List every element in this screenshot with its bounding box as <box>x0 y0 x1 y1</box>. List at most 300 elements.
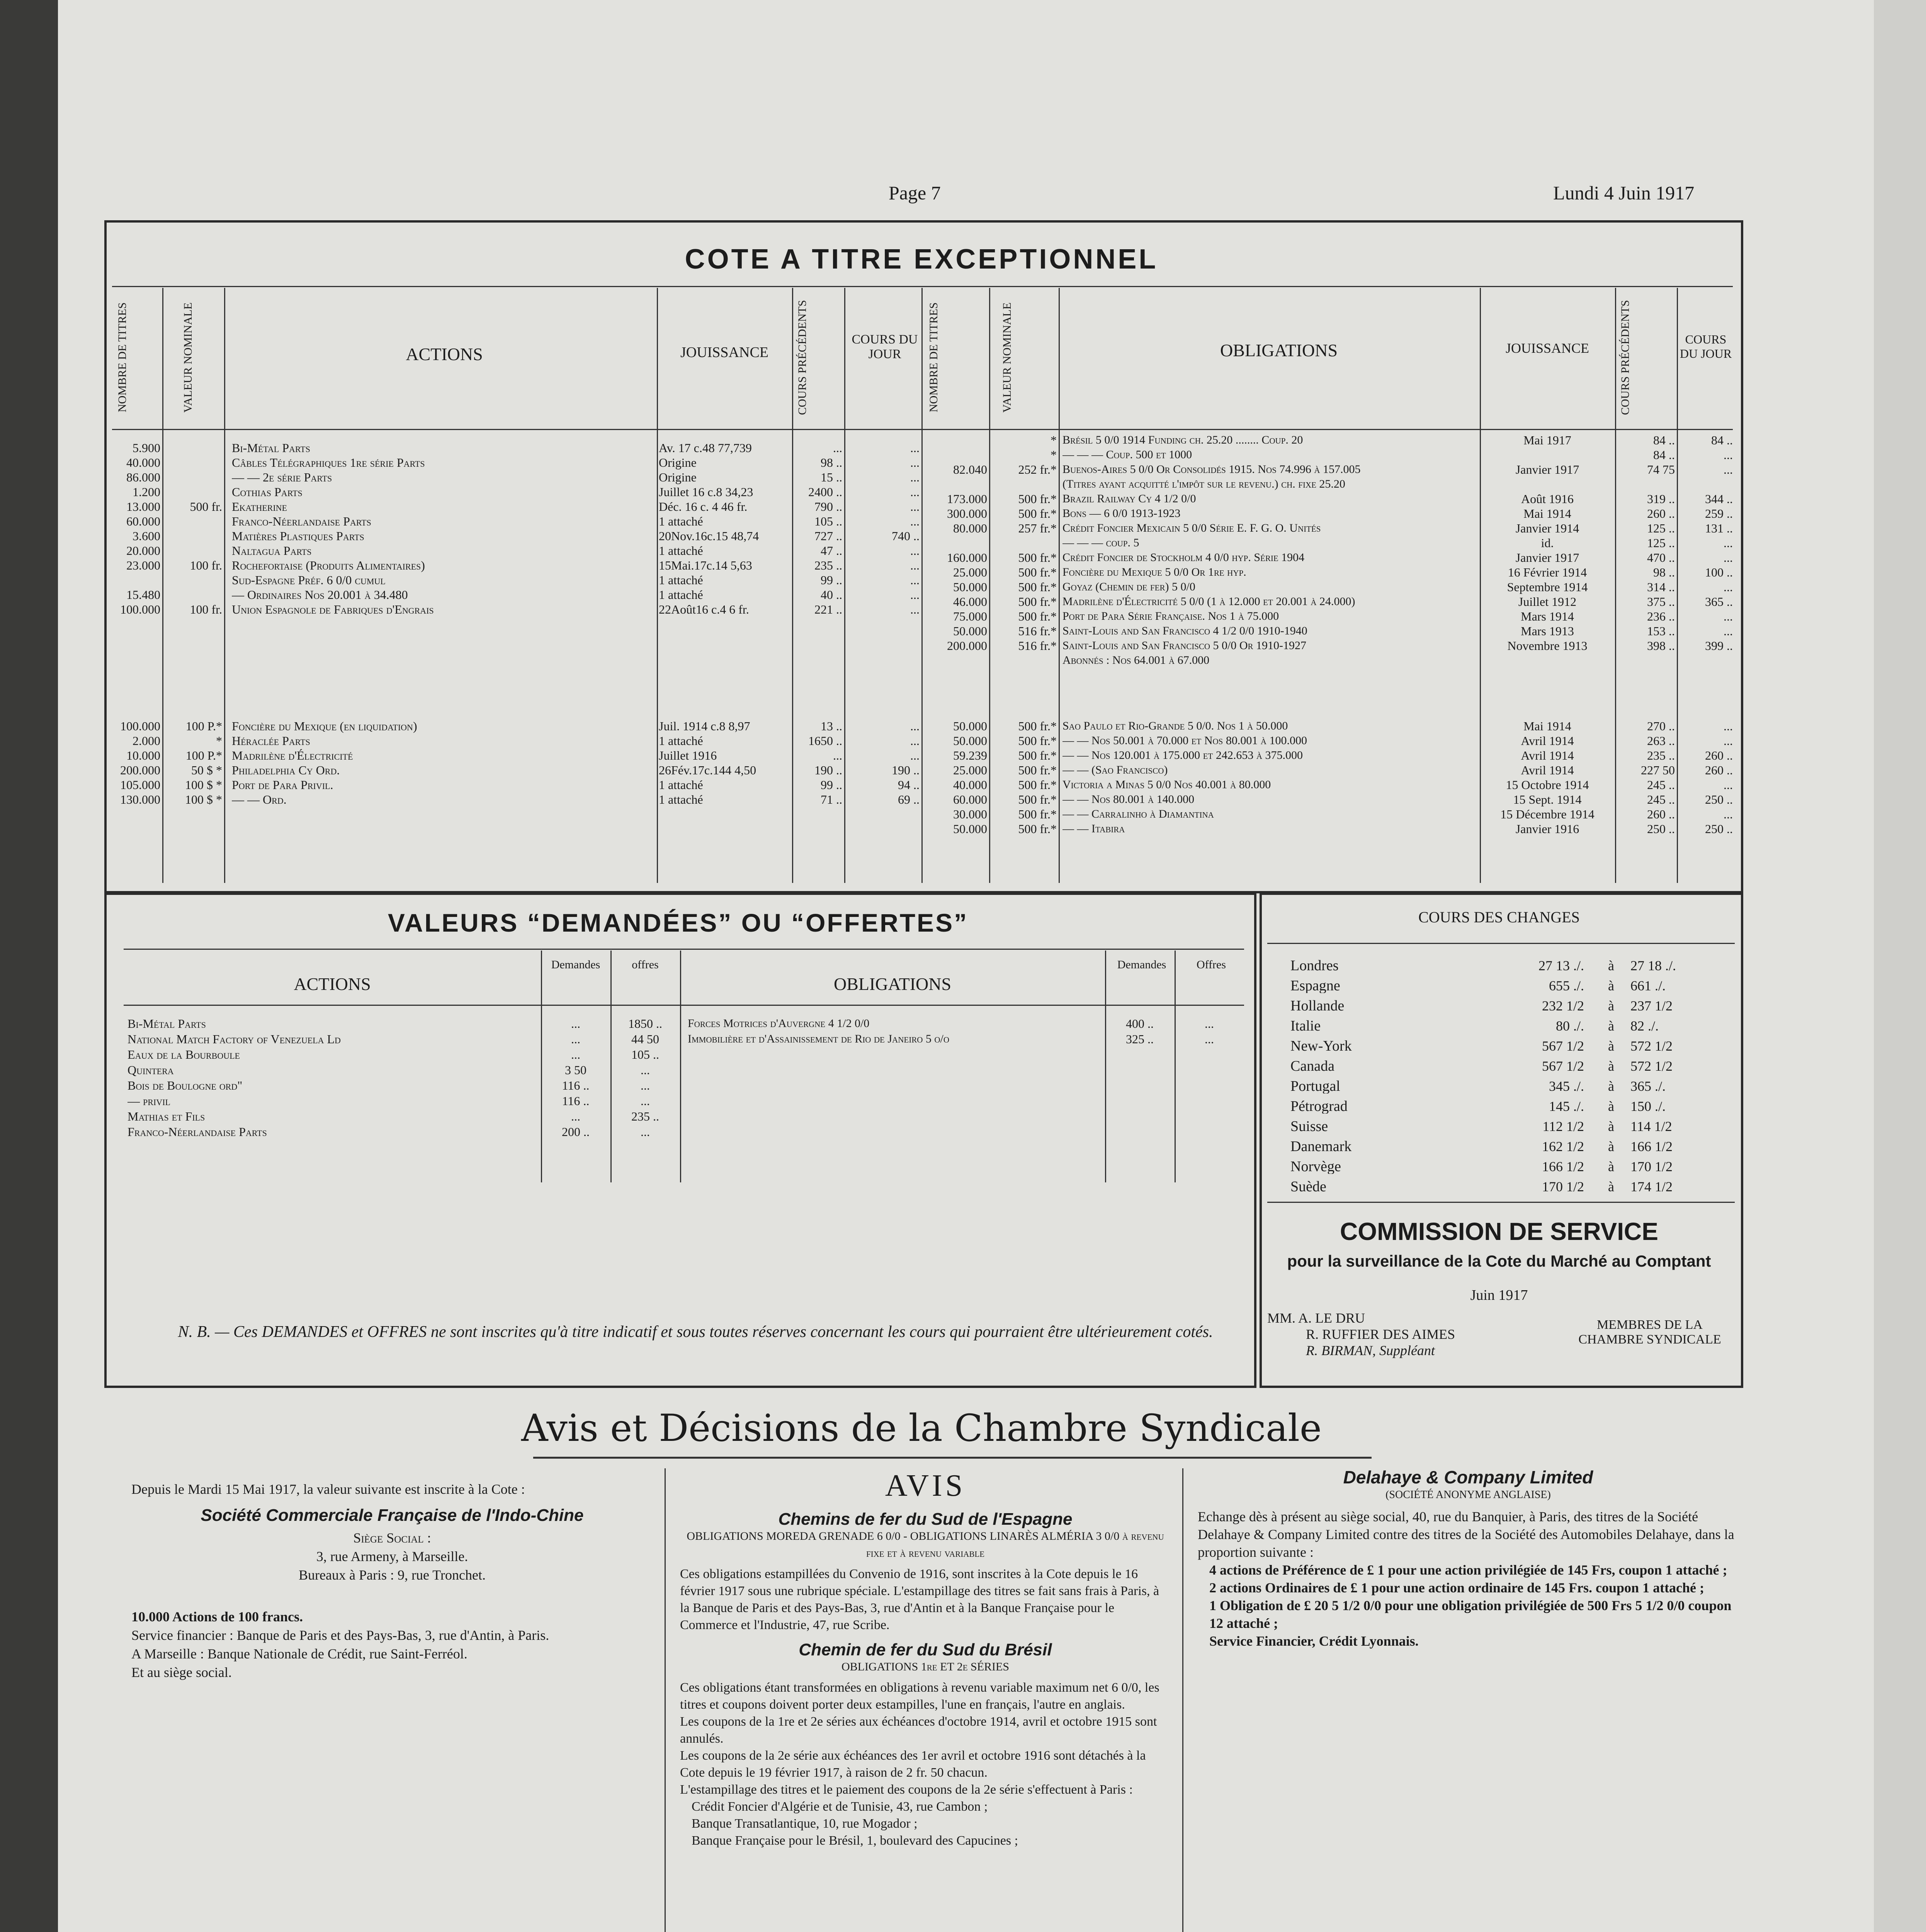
cote-oblig-valeur: 500 fr.* <box>1018 609 1057 623</box>
valeur-action-demandes: ... <box>571 1109 580 1123</box>
cote-action-jouissance: 1 attaché <box>659 514 703 528</box>
cote-oblig-name: — — Nos 80.001 à 140.000 <box>1062 793 1195 806</box>
valeur-oblig-offres: ... <box>1205 1032 1214 1046</box>
cote-oblig-cours-prec: 375 .. <box>1647 595 1675 609</box>
page-number: Page 7 <box>889 182 941 204</box>
cote-action-nombre: 130.000 <box>120 793 160 806</box>
cote-oblig-nombre: 30.000 <box>953 807 987 821</box>
valeur-action-offres: ... <box>641 1125 650 1139</box>
valeurs-h-obligations: OBLIGATIONS <box>833 974 952 994</box>
cote-action-jouissance: Déc. 16 c. 4 46 fr. <box>659 500 748 514</box>
cote-action-name: Ekatherine <box>232 500 287 514</box>
change-country: Espagne <box>1290 978 1340 993</box>
avis-left-bureaux: Bureaux à Paris : 9, rue Tronchet. <box>299 1567 486 1583</box>
cote-oblig-cours-prec: 260 .. <box>1647 807 1675 821</box>
change-max: 572 1/2 <box>1630 1039 1673 1053</box>
cote-action-nombre: 200.000 <box>120 763 160 777</box>
avis-left-actions: 10.000 Actions de 100 francs. <box>131 1609 303 1624</box>
col-actions: ACTIONS <box>406 344 483 364</box>
cote-oblig-name: Saint-Louis and San Francisco 4 1/2 0/0 1910-1940 <box>1062 624 1307 637</box>
cote-action-jouissance: 26Fév.17c.144 4,50 <box>659 763 756 777</box>
cote-oblig-name: — — (Sao Francisco) <box>1062 764 1168 776</box>
cote-action-name: Union Espagnole de Fabriques d'Engrais <box>232 602 434 616</box>
valeurs-title: VALEURS “DEMANDÉES” OU “OFFERTES” <box>388 908 969 937</box>
cote-oblig-jouissance: Janvier 1917 <box>1515 551 1579 565</box>
cote-action-jouissance: 1 attaché <box>659 588 703 602</box>
change-country: Suède <box>1290 1179 1326 1194</box>
cote-oblig-name: Port de Para Série Française. Nos 1 à 75.000 <box>1062 610 1279 622</box>
cote-action-jouissance: 1 attaché <box>659 778 703 792</box>
cote-oblig-cours-jour: ... <box>1724 536 1733 550</box>
cote-action-cours-jour: ... <box>910 470 920 484</box>
change-country: Canada <box>1290 1059 1334 1073</box>
cote-oblig-name: Madrilène d'Électricité 5 0/0 (1 à 12.000 et 20.001 à 24.000) <box>1062 595 1355 608</box>
cote-oblig-name: — — Nos 120.001 à 175.000 et 242.653 à 375.000 <box>1062 749 1303 762</box>
cote-action-jouissance: 1 attaché <box>659 544 703 558</box>
change-country: Portugal <box>1290 1079 1340 1094</box>
cote-action-name: — — Ord. <box>232 793 287 806</box>
cote-action-jouissance: 1 attaché <box>659 573 703 587</box>
cote-action-valeur: 100 fr. <box>190 602 222 616</box>
cote-oblig-name: Bons — 6 0/0 1913-1923 <box>1062 507 1181 520</box>
avis-s2-sub: OBLIGATIONS 1re ET 2e SÉRIES <box>841 1660 1010 1673</box>
cote-action-name: — — 2e série Parts <box>232 470 332 484</box>
cote-oblig-nombre: 80.000 <box>953 521 987 535</box>
change-sep: à <box>1608 1179 1614 1194</box>
cote-oblig-cours-jour: 399 .. <box>1705 639 1733 653</box>
change-country: Norvège <box>1290 1159 1341 1174</box>
cote-action-cours-prec: 13 .. <box>821 719 842 733</box>
valeur-action-offres: 235 .. <box>631 1109 659 1123</box>
cote-oblig-nombre: 50.000 <box>953 580 987 594</box>
cote-action-name: Matières Plastiques Parts <box>232 529 364 543</box>
cote-oblig-cours-jour: ... <box>1724 719 1733 733</box>
cote-oblig-valeur: 500 fr.* <box>1018 507 1057 520</box>
cote-oblig-cours-prec: 84 .. <box>1653 448 1675 462</box>
valeurs-h-demandes: Demandes <box>551 958 600 971</box>
cote-oblig-cours-prec: 314 .. <box>1647 580 1675 594</box>
cote-oblig-nombre: 46.000 <box>953 595 987 609</box>
valeur-action-offres: ... <box>641 1094 650 1108</box>
cote-oblig-nombre: 40.000 <box>953 778 987 792</box>
cote-action-cours-prec: 2400 .. <box>808 485 842 499</box>
cote-oblig-cours-jour: 344 .. <box>1705 492 1733 506</box>
valeurs-h-offres2: Offres <box>1196 958 1226 971</box>
cote-action-name: Rochefortaise (Produits Alimentaires) <box>232 558 425 572</box>
avis-s2-text2: Les coupons de la 1re et 2e séries aux échéances d'octobre 1914, avril et octobre 1915 sont annulés. <box>680 1714 1157 1746</box>
cote-oblig-nombre: 300.000 <box>947 507 987 520</box>
member-1: MM. A. LE DRU <box>1267 1310 1365 1326</box>
cote-action-nombre: 13.000 <box>126 500 160 514</box>
cote-action-jouissance: Juillet 16 c.8 34,23 <box>659 485 753 499</box>
valeur-oblig-name: Immobilière et d'Assainissement de Rio de Janeiro 5 o/o <box>688 1032 950 1045</box>
cote-action-jouissance: Origine <box>659 456 697 469</box>
cote-oblig-jouissance: Janvier 1916 <box>1515 822 1579 836</box>
cote-action-jouissance: 1 attaché <box>659 734 703 748</box>
avis-s2-l1: Crédit Foncier d'Algérie et de Tunisie, 43, rue Cambon ; <box>692 1799 988 1814</box>
cote-action-valeur: 100 P.* <box>185 719 222 733</box>
change-sep: à <box>1608 998 1614 1013</box>
cote-oblig-cours-jour: 365 .. <box>1705 595 1733 609</box>
page-date: Lundi 4 Juin 1917 <box>1553 182 1695 204</box>
valeur-action-name: Bi-Métal Parts <box>127 1017 206 1031</box>
change-min: 80 ./. <box>1555 1019 1584 1033</box>
cote-oblig-nombre: 60.000 <box>953 793 987 806</box>
cote-action-cours-prec: 221 .. <box>814 602 842 616</box>
col-jouissance-left: JOUISSANCE <box>680 344 769 361</box>
cote-action-nombre: 40.000 <box>126 456 160 469</box>
cote-oblig-valeur: 257 fr.* <box>1018 521 1057 535</box>
avis-s2-title: Chemin de fer du Sud du Brésil <box>799 1640 1052 1659</box>
cote-action-cours-prec: 47 .. <box>821 544 842 558</box>
change-min: 162 1/2 <box>1542 1139 1584 1154</box>
valeur-action-demandes: ... <box>571 1048 580 1061</box>
cote-oblig-cours-jour: ... <box>1724 463 1733 476</box>
col-cours-prec-right: COURS PRÉCÉDENTS <box>1619 300 1632 415</box>
cote-action-cours-prec: 99 .. <box>821 778 842 792</box>
cote-action-jouissance: Av. 17 c.48 77,739 <box>659 441 752 455</box>
valeur-oblig-demandes: 400 .. <box>1126 1017 1154 1031</box>
cote-oblig-jouissance: Avril 1914 <box>1521 748 1574 762</box>
cote-oblig-nombre: 75.000 <box>953 609 987 623</box>
cote-oblig-name: — — Carralinho à Diamantina <box>1062 808 1214 820</box>
cote-action-cours-jour: ... <box>910 456 920 469</box>
cote-oblig-cours-prec: 260 .. <box>1647 507 1675 520</box>
cote-oblig-jouissance: Novembre 1913 <box>1507 639 1588 653</box>
cote-oblig-cours-prec: 74 75 <box>1647 463 1675 476</box>
cote-oblig-jouissance: 16 Février 1914 <box>1508 565 1587 579</box>
avis-center <box>680 1468 1171 1849</box>
change-min: 166 1/2 <box>1542 1159 1584 1174</box>
cote-action-jouissance: 20Nov.16c.15 48,74 <box>659 529 759 543</box>
cote-oblig-nombre: 173.000 <box>947 492 987 506</box>
cote-oblig-jouissance: Mai 1914 <box>1523 719 1571 733</box>
change-min: 27 13 ./. <box>1538 958 1584 973</box>
cote-action-cours-prec: 15 .. <box>821 470 842 484</box>
avis-title: AVIS <box>885 1469 966 1503</box>
cote-oblig-cours-prec: 270 .. <box>1647 719 1675 733</box>
cote-oblig-valeur: 500 fr.* <box>1018 595 1057 609</box>
cote-oblig-name: — — — coup. 5 <box>1062 536 1139 549</box>
cote-action-cours-jour: ... <box>910 558 920 572</box>
cote-oblig-cours-prec: 245 .. <box>1647 793 1675 806</box>
valeur-action-demandes: 3 50 <box>565 1063 586 1077</box>
cote-action-jouissance: 1 attaché <box>659 793 703 806</box>
change-max: 150 ./. <box>1630 1099 1666 1114</box>
cote-oblig-cours-jour: 250 .. <box>1705 793 1733 806</box>
cote-action-cours-prec: 40 .. <box>821 588 842 602</box>
cote-oblig-valeur: 252 fr.* <box>1018 463 1057 476</box>
valeur-action-demandes: 116 .. <box>562 1078 590 1092</box>
avis-left-company: Société Commerciale Française de l'Indo-Chine <box>201 1506 584 1525</box>
member-2: R. RUFFIER DES AIMES <box>1306 1327 1455 1342</box>
cote-action-cours-prec: 105 .. <box>814 514 842 528</box>
valeur-action-offres: ... <box>641 1063 650 1077</box>
cote-action-cours-prec: 99 .. <box>821 573 842 587</box>
cote-oblig-jouissance: 15 Octobre 1914 <box>1506 778 1589 792</box>
cote-action-name: Madrilène d'Électricité <box>232 748 353 762</box>
cote-oblig-valeur: 500 fr.* <box>1018 719 1057 733</box>
cote-action-cours-prec: ... <box>833 748 842 762</box>
cote-oblig-nombre: 50.000 <box>953 624 987 638</box>
cote-action-name: Cothias Parts <box>232 485 303 499</box>
valeur-action-demandes: 116 .. <box>562 1094 590 1108</box>
cote-action-cours-prec: 71 .. <box>821 793 842 806</box>
cote-action-name: Franco-Néerlandaise Parts <box>232 514 371 528</box>
avis-right-l1: 4 actions de Préférence de £ 1 pour une action privilégiée de 145 Frs, coupon 1 attaché ; <box>1209 1562 1727 1578</box>
cote-oblig-cours-prec: 470 .. <box>1647 551 1675 565</box>
cote-action-name: Naltagua Parts <box>232 544 312 558</box>
cote-oblig-valeur: 500 fr.* <box>1018 734 1057 748</box>
cote-oblig-cours-prec: 250 .. <box>1647 822 1675 836</box>
cote-oblig-valeur: 516 fr.* <box>1018 639 1057 653</box>
valeur-action-name: Eaux de la Bourboule <box>127 1048 240 1061</box>
cote-action-cours-prec: ... <box>833 441 842 455</box>
cote-oblig-cours-jour: 250 .. <box>1705 822 1733 836</box>
cote-action-valeur: 50 $ * <box>191 763 222 777</box>
commission-date: Juin 1917 <box>1470 1287 1528 1303</box>
change-sep: à <box>1608 1139 1614 1154</box>
valeurs-h-demandes2: Demandes <box>1117 958 1166 971</box>
avis-s2-text4: L'estampillage des titres et le paiement des coupons de la 2e série s'effectuent à Paris : <box>680 1782 1133 1797</box>
commission-role: MEMBRES DE LA CHAMBRE SYNDICALE <box>1578 1318 1721 1347</box>
cote-action-name: Port de Para Privil. <box>232 778 333 792</box>
cote-oblig-nombre: 50.000 <box>953 822 987 836</box>
valeur-action-name: Mathias et Fils <box>127 1109 205 1123</box>
cote-oblig-nombre: 82.040 <box>953 463 987 476</box>
change-country: Suisse <box>1290 1119 1328 1134</box>
change-min: 145 ./. <box>1549 1099 1584 1114</box>
cote-action-name: Sud-Espagne Préf. 6 0/0 cumul <box>232 573 386 587</box>
valeur-oblig-name: Forces Motrices d'Auvergne 4 1/2 0/0 <box>688 1017 870 1030</box>
cote-action-nombre: 60.000 <box>126 514 160 528</box>
cote-oblig-cours-jour: ... <box>1724 807 1733 821</box>
avis-right-text: Echange dès à présent au siège social, 40, rue du Banquier, à Paris, des titres de la Société Delahaye & Company Limited contre des titres de la Société des Automobiles Delahaye, dans la proportion suivante : <box>1198 1509 1734 1560</box>
cote-action-nombre: 5.900 <box>133 441 160 455</box>
valeur-oblig-offres: ... <box>1205 1017 1214 1031</box>
valeurs-nb: N. B. — Ces DEMANDES et OFFRES ne sont inscrites qu'à titre indicatif et sous toutes réserves concernant les cours qui pourraient être ultérieurement cotés. <box>178 1323 1213 1341</box>
cote-oblig-jouissance: 15 Décembre 1914 <box>1500 807 1595 821</box>
cote-action-nombre: 15.480 <box>126 588 160 602</box>
cote-oblig-name: — — Nos 50.001 à 70.000 et Nos 80.001 à 100.000 <box>1062 734 1307 747</box>
cote-action-cours-prec: 1650 .. <box>808 734 842 748</box>
avis-right-l2: 2 actions Ordinaires de £ 1 pour une action ordinaire de 145 Frs. coupon 1 attaché ; <box>1209 1580 1705 1595</box>
cote-action-cours-prec: 190 .. <box>814 763 842 777</box>
change-min: 567 1/2 <box>1542 1059 1584 1073</box>
avis-left-service: Service financier : Banque de Paris et des Pays-Bas, 3, rue d'Antin, à Paris. <box>131 1628 549 1643</box>
cote-action-cours-jour: ... <box>910 602 920 616</box>
binding-gutter <box>0 0 58 1932</box>
cote-oblig-valeur: 500 fr.* <box>1018 551 1057 565</box>
cote-action-cours-jour: ... <box>910 573 920 587</box>
cote-oblig-name: Sao Paulo et Rio-Grande 5 0/0. Nos 1 à 50.000 <box>1062 719 1288 732</box>
cote-oblig-nombre: 50.000 <box>953 734 987 748</box>
cote-oblig-valeur: * <box>1051 433 1057 447</box>
cote-oblig-cours-jour: ... <box>1724 624 1733 638</box>
change-country: Hollande <box>1290 998 1345 1013</box>
cote-oblig-valeur: 500 fr.* <box>1018 822 1057 836</box>
valeur-action-name: Quintera <box>127 1063 174 1077</box>
valeur-action-demandes: ... <box>571 1017 580 1031</box>
cote-action-cours-jour: ... <box>910 748 920 762</box>
avis-left-intro: Depuis le Mardi 15 Mai 1917, la valeur suivante est inscrite à la Cote : <box>131 1481 525 1497</box>
cote-oblig-nombre: 25.000 <box>953 763 987 777</box>
change-max: 114 1/2 <box>1630 1119 1672 1134</box>
cote-oblig-name: Crédit Foncier Mexicain 5 0/0 Série E. F. G. O. Unités <box>1062 522 1321 534</box>
cote-oblig-cours-jour: 260 .. <box>1705 763 1733 777</box>
cote-oblig-cours-prec: 263 .. <box>1647 734 1675 748</box>
cote-oblig-cours-prec: 398 .. <box>1647 639 1675 653</box>
cote-oblig-cours-prec: 227 50 <box>1641 763 1675 777</box>
cote-oblig-name: Saint-Louis and San Francisco 5 0/0 Or 1910-1927 <box>1062 639 1307 652</box>
cote-action-cours-jour: ... <box>910 734 920 748</box>
avis-left-marseille: A Marseille : Banque Nationale de Crédit, rue Saint-Ferréol. <box>131 1646 467 1662</box>
cote-action-valeur: 100 $ * <box>185 793 222 806</box>
cote-action-cours-jour: ... <box>910 544 920 558</box>
valeur-oblig-demandes: 325 .. <box>1126 1032 1154 1046</box>
cote-oblig-name: — — — Coup. 500 et 1000 <box>1062 448 1192 461</box>
cote-action-name: Câbles Télégraphiques 1re série Parts <box>232 456 425 469</box>
change-min: 655 ./. <box>1549 978 1584 993</box>
changes-title: COURS DES CHANGES <box>1418 908 1580 926</box>
cote-oblig-cours-prec: 236 .. <box>1647 609 1675 623</box>
change-max: 27 18 ./. <box>1630 958 1676 973</box>
cote-oblig-nombre: 50.000 <box>953 719 987 733</box>
change-max: 82 ./. <box>1630 1019 1659 1033</box>
cote-action-name: Foncière du Mexique (en liquidation) <box>232 719 417 733</box>
cote-title: COTE A TITRE EXCEPTIONNEL <box>685 244 1158 275</box>
cote-action-cours-jour: ... <box>910 485 920 499</box>
cote-oblig-valeur: 500 fr.* <box>1018 580 1057 594</box>
cote-action-cours-jour: 740 .. <box>892 529 920 543</box>
cote-action-cours-jour: 94 .. <box>898 778 920 792</box>
cote-oblig-cours-jour: ... <box>1724 734 1733 748</box>
cote-action-nombre: 23.000 <box>126 558 160 572</box>
change-max: 572 1/2 <box>1630 1059 1673 1073</box>
avis-right-l3: 1 Obligation de £ 20 5 1/2 0/0 pour une obligation privilégiée de 500 Frs 5 1/2 0/0 coupon 12 attaché ; <box>1209 1598 1732 1631</box>
valeur-action-offres: 105 .. <box>631 1048 659 1061</box>
cote-oblig-jouissance: Avril 1914 <box>1521 763 1574 777</box>
col-nombre-right: NOMBRE DE TITRES <box>927 302 940 413</box>
cote-oblig-name: Abonnés : Nos 64.001 à 67.000 <box>1062 654 1210 667</box>
cote-oblig-valeur: 500 fr.* <box>1018 763 1057 777</box>
cote-oblig-name: Victoria a Minas 5 0/0 Nos 40.001 à 80.000 <box>1062 778 1271 791</box>
cote-action-name: Philadelphia Cy Ord. <box>232 763 340 777</box>
cote-action-nombre: 100.000 <box>120 602 160 616</box>
change-sep: à <box>1608 1039 1614 1053</box>
valeur-action-name: — privil <box>127 1094 170 1108</box>
valeur-action-offres: 44 50 <box>631 1032 659 1046</box>
col-obligations: OBLIGATIONS <box>1220 340 1338 360</box>
cote-oblig-name: Brésil 5 0/0 1914 Funding ch. 25.20 ........ Coup. 20 <box>1062 434 1303 446</box>
cote-action-cours-jour: ... <box>910 514 920 528</box>
cote-action-jouissance: Juillet 1916 <box>659 748 717 762</box>
change-sep: à <box>1608 978 1614 993</box>
cote-oblig-nombre: 59.239 <box>953 748 987 762</box>
cote-oblig-jouissance: Avril 1914 <box>1521 734 1574 748</box>
cote-oblig-valeur: * <box>1051 448 1057 462</box>
cote-oblig-cours-prec: 319 .. <box>1647 492 1675 506</box>
avis-left-siege2: Et au siège social. <box>131 1665 232 1680</box>
cote-action-nombre: 1.200 <box>133 485 160 499</box>
cote-oblig-cours-prec: 125 .. <box>1647 521 1675 535</box>
cote-action-cours-jour: 69 .. <box>898 793 920 806</box>
cote-oblig-cours-jour: 131 .. <box>1705 521 1733 535</box>
change-min: 112 1/2 <box>1542 1119 1584 1134</box>
valeur-action-name: Bois de Boulogne ord" <box>127 1078 243 1092</box>
col-valeur-left: VALEUR NOMINALE <box>182 302 194 413</box>
col-valeur-right: VALEUR NOMINALE <box>1001 302 1013 413</box>
cote-oblig-jouissance: id. <box>1541 536 1554 550</box>
cote-oblig-cours-jour: 100 .. <box>1705 565 1733 579</box>
col-cours-jour-right: COURS DU JOUR <box>1680 332 1732 361</box>
change-min: 170 1/2 <box>1542 1179 1584 1194</box>
cote-action-valeur: 100 $ * <box>185 778 222 792</box>
cote-action-cours-prec: 235 .. <box>814 558 842 572</box>
cote-action-jouissance: Juil. 1914 c.8 8,97 <box>659 719 750 733</box>
cote-oblig-valeur: 500 fr.* <box>1018 807 1057 821</box>
change-sep: à <box>1608 1119 1614 1134</box>
change-country: Italie <box>1290 1019 1321 1033</box>
cote-oblig-name: Crédit Foncier de Stockholm 4 0/0 hyp. Série 1904 <box>1062 551 1305 564</box>
valeur-action-offres: 1850 .. <box>628 1017 662 1031</box>
commission-subtitle: pour la surveillance de la Cote du Marché au Comptant <box>1287 1252 1711 1270</box>
cote-action-name: Héraclée Parts <box>232 734 310 748</box>
cote-action-name: — Ordinaires Nos 20.001 à 34.480 <box>232 588 408 602</box>
avis-left <box>131 1480 653 1682</box>
cote-oblig-nombre: 160.000 <box>947 551 987 565</box>
cote-oblig-cours-prec: 245 .. <box>1647 778 1675 792</box>
cote-oblig-jouissance: Janvier 1917 <box>1515 463 1579 476</box>
change-country: New-York <box>1290 1039 1352 1053</box>
cote-oblig-valeur: 500 fr.* <box>1018 492 1057 506</box>
col-jouissance-right: JOUISSANCE <box>1505 340 1589 356</box>
cote-oblig-jouissance: Mars 1913 <box>1521 624 1574 638</box>
cote-oblig-name: Goyaz (Chemin de fer) 5 0/0 <box>1062 580 1195 593</box>
cote-action-jouissance: 22Août16 c.4 6 fr. <box>659 602 749 616</box>
avis-section-title: Avis et Décisions de la Chambre Syndicale <box>521 1406 1322 1450</box>
cote-action-valeur: 100 P.* <box>185 748 222 762</box>
change-country: Pétrograd <box>1290 1099 1348 1114</box>
valeur-action-name: National Match Factory of Venezuela Ld <box>127 1032 341 1046</box>
cote-oblig-cours-prec: 98 .. <box>1653 565 1675 579</box>
cote-action-cours-prec: 790 .. <box>814 500 842 514</box>
cote-action-cours-jour: ... <box>910 441 920 455</box>
cote-action-nombre: 3.600 <box>133 529 160 543</box>
cote-oblig-jouissance: Juillet 1912 <box>1518 595 1577 609</box>
change-min: 345 ./. <box>1549 1079 1584 1094</box>
avis-s2-text3: Les coupons de la 2e série aux échéances des 1er avril et octobre 1916 sont détachés à la Cote depuis le 19 février 1917, à raison de 2 fr. 50 chacun. <box>680 1748 1146 1780</box>
cote-action-cours-prec: 98 .. <box>821 456 842 469</box>
valeur-action-demandes: ... <box>571 1032 580 1046</box>
cote-action-jouissance: Origine <box>659 470 697 484</box>
change-max: 166 1/2 <box>1630 1139 1673 1154</box>
cote-oblig-jouissance: Août 1916 <box>1521 492 1574 506</box>
cote-oblig-cours-prec: 153 .. <box>1647 624 1675 638</box>
cote-oblig-jouissance: Mai 1917 <box>1523 433 1571 447</box>
cote-oblig-name: Brazil Railway Cy 4 1/2 0/0 <box>1062 492 1196 505</box>
cote-action-nombre: 105.000 <box>120 778 160 792</box>
cote-action-nombre: 20.000 <box>126 544 160 558</box>
cote-oblig-valeur: 500 fr.* <box>1018 565 1057 579</box>
cote-oblig-nombre: 25.000 <box>953 565 987 579</box>
cote-action-nombre: 10.000 <box>126 748 160 762</box>
change-max: 365 ./. <box>1630 1079 1666 1094</box>
valeur-action-name: Franco-Néerlandaise Parts <box>127 1125 267 1139</box>
change-max: 237 1/2 <box>1630 998 1673 1013</box>
avis-right <box>1198 1468 1739 1650</box>
cote-oblig-cours-prec: 84 .. <box>1653 433 1675 447</box>
